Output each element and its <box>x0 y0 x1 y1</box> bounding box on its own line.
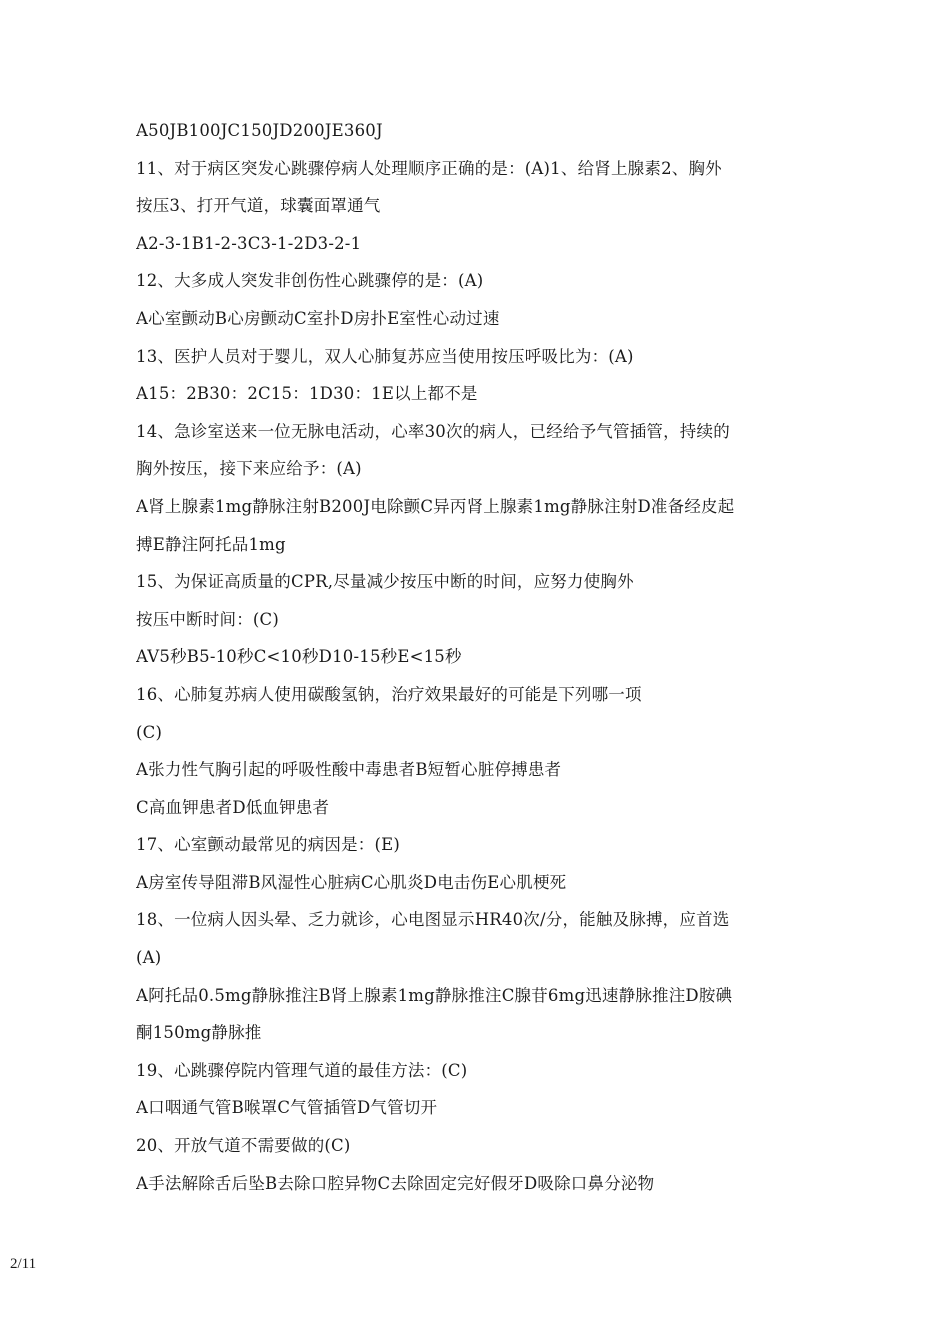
question-17: 17、心室颤动最常见的病因是：(E) <box>136 835 401 855</box>
document-body <box>136 112 826 1202</box>
answer-options: A口咽通气管B喉罩C气管插管D气管切开 <box>136 1098 438 1118</box>
answer-options: A阿托品0.5mg静脉推注B肾上腺素1mg静脉推注C腺苷6mg迅速静脉推注D胺碘 <box>136 985 733 1005</box>
text-line: A50JB100JC150JD200JE360J <box>136 121 383 140</box>
text-line: 按压3、打开气道，球囊面罩通气 <box>136 196 381 216</box>
question-11: 11、对于病区突发心跳骤停病人处理顺序正确的是：(A)1、给肾上腺素2、胸外 <box>136 158 722 178</box>
answer-options: C高血钾患者D低血钾患者 <box>136 797 330 817</box>
question-12: 12、大多成人突发非创伤性心跳骤停的是：(A) <box>136 271 484 291</box>
text-line: (A) <box>136 948 162 968</box>
question-16: 16、心肺复苏病人使用碳酸氢钠，治疗效果最好的可能是下列哪一项 <box>136 684 642 704</box>
page-number: 2/11 <box>10 1256 37 1272</box>
answer-options: A手法解除舌后坠B去除口腔异物C去除固定完好假牙D吸除口鼻分泌物 <box>136 1173 655 1193</box>
question-18: 18、一位病人因头晕、乏力就诊，心电图显示HR40次/分，能触及脉搏，应首选 <box>136 910 730 930</box>
answer-options: A房室传导阻滞B风湿性心脏病C心肌炎D电击伤E心肌梗死 <box>136 872 567 892</box>
answer-options: A肾上腺素1mg静脉注射B200J电除颤C异丙肾上腺素1mg静脉注射D准备经皮起 <box>136 496 735 516</box>
answer-options: A15：2B30：2C15：1D30：1E以上都不是 <box>136 384 478 404</box>
text-line: 搏E静注阿托品1mg <box>136 534 286 554</box>
answer-options: A2-3-1B1-2-3C3-1-2D3-2-1 <box>136 233 362 253</box>
text-line: 酮150mg静脉推 <box>136 1023 262 1043</box>
answer-options: A张力性气胸引起的呼吸性酸中毒患者B短暂心脏停搏患者 <box>136 760 562 780</box>
text-line: 按压中断时间：(C) <box>136 609 279 629</box>
question-13: 13、医护人员对于婴儿，双人心肺复苏应当使用按压呼吸比为：(A) <box>136 346 634 366</box>
text-line: (C) <box>136 722 163 742</box>
question-15: 15、为保证高质量的CPR,尽量减少按压中断的时间，应努力使胸外 <box>136 572 634 592</box>
question-14: 14、急诊室送来一位无脉电活动，心率30次的病人，已经给予气管插管，持续的 <box>136 421 730 441</box>
question-20: 20、开放气道不需要做的(C) <box>136 1136 351 1156</box>
text-line: 胸外按压，接下来应给予：(A) <box>136 459 362 479</box>
answer-options: AV5秒B5-10秒C<10秒D10-15秒E<15秒 <box>136 647 462 667</box>
question-19: 19、心跳骤停院内管理气道的最佳方法：(C) <box>136 1060 468 1080</box>
answer-options: A心室颤动B心房颤动C室扑D房扑E室性心动过速 <box>136 308 500 328</box>
